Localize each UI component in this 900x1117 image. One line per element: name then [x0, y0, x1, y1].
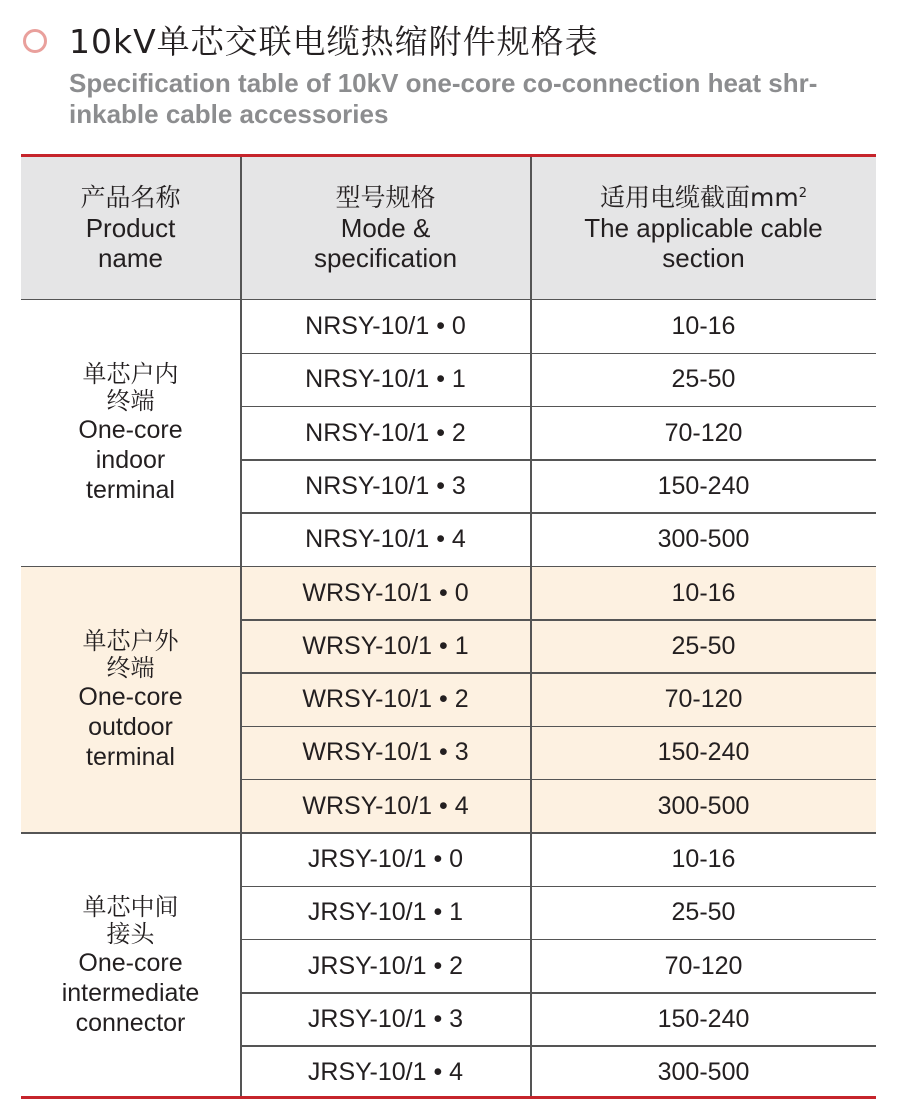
table-row [241, 940, 876, 993]
header-section-cn [600, 183, 807, 213]
model-cell: WRSY-10/1 • 4 [302, 791, 469, 820]
model-cell: NRSY-10/1 • 0 [305, 312, 466, 340]
page-title: 10kV单芯交联电缆热缩附件规格表 [69, 22, 599, 61]
model-cell: JRSY-10/1 • 4 [307, 1058, 464, 1087]
product-name-en: indoor [95, 446, 166, 475]
product-group [21, 833, 876, 1100]
model-cell: WRSY-10/1 • 1 [302, 631, 469, 660]
header-product-cn: 产品名称 [80, 183, 181, 212]
spec-table [21, 154, 876, 1099]
section-cell: 25-50 [671, 631, 736, 660]
product-name-en: terminal [86, 742, 175, 771]
model-cell: JRSY-10/1 • 0 [307, 845, 464, 873]
table-row [241, 460, 876, 513]
section-cell: 70-120 [664, 418, 743, 447]
model-cell: WRSY-10/1 • 0 [302, 578, 469, 607]
section-cell: 10-16 [671, 578, 736, 607]
table-row [241, 513, 876, 566]
product-group [21, 567, 876, 834]
header-product-en1: Product [85, 213, 176, 243]
header-model-cn: 型号规格 [335, 183, 436, 212]
product-name-en: One-core [78, 682, 183, 711]
model-cell: JRSY-10/1 • 1 [307, 898, 464, 927]
subtitle-line-1: Specification table of 10kV one-core co-connection heat shr- [69, 68, 818, 98]
section-cell: 300-500 [657, 525, 750, 554]
table-row [241, 673, 876, 726]
model-cell: JRSY-10/1 • 3 [307, 1004, 464, 1033]
section-cell: 10-16 [671, 312, 736, 340]
table-row [241, 1046, 876, 1099]
subtitle-line-2: inkable cable accessories [69, 99, 389, 129]
product-name-en: One-core [78, 949, 183, 978]
section-cell: 70-120 [664, 951, 743, 980]
section-cell: 300-500 [657, 791, 750, 820]
product-name-cell [21, 567, 240, 834]
product-name-cn: 接头 [106, 920, 155, 949]
table-row [241, 567, 876, 620]
table-row [241, 726, 876, 779]
product-name-en: connector [75, 1009, 186, 1038]
product-name-cn: 终端 [106, 653, 155, 682]
model-cell: WRSY-10/1 • 3 [302, 738, 469, 767]
product-name-en: outdoor [88, 712, 173, 741]
section-cell: 150-240 [657, 738, 750, 767]
section-cell: 25-50 [671, 365, 736, 394]
model-cell: JRSY-10/1 • 2 [307, 951, 464, 980]
table-row [241, 780, 876, 833]
product-name-cell [21, 300, 240, 567]
table-row [241, 353, 876, 406]
table-row [241, 993, 876, 1046]
model-cell: NRSY-10/1 • 4 [305, 525, 466, 554]
product-name-cn: 单芯户外 [82, 626, 179, 655]
product-name-cell [21, 833, 240, 1100]
product-group [21, 300, 876, 567]
circle-bullet-icon [23, 29, 47, 53]
header-section-sup: 2 [798, 186, 807, 201]
product-name-en: One-core [78, 416, 183, 445]
header-model-en2: specification [313, 243, 458, 273]
table-header [21, 157, 876, 300]
table-row [241, 886, 876, 939]
header-section [531, 157, 876, 299]
model-cell: NRSY-10/1 • 2 [305, 418, 466, 447]
model-cell: WRSY-10/1 • 2 [302, 685, 469, 714]
column-divider-1 [240, 157, 242, 1096]
page-subtitle [69, 68, 879, 130]
section-cell: 70-120 [664, 685, 743, 714]
header-section-cn-text: 适用电缆截面mm [600, 183, 799, 212]
table-row [241, 300, 876, 353]
table-row [241, 833, 876, 886]
section-cell: 150-240 [657, 1004, 750, 1033]
header-section-en2: section [662, 243, 745, 273]
header-model-en1: Mode & [340, 213, 431, 243]
section-cell: 25-50 [671, 898, 736, 927]
header-product-name [21, 157, 240, 299]
product-name-cn: 单芯户内 [82, 360, 179, 389]
model-cell: NRSY-10/1 • 3 [305, 471, 466, 500]
product-name-cn: 单芯中间 [82, 893, 179, 922]
section-cell: 10-16 [671, 845, 736, 873]
header-model [241, 157, 530, 299]
table-row [241, 407, 876, 460]
header-section-en1: The applicable cable [584, 213, 823, 243]
table-row [241, 620, 876, 673]
product-name-en: intermediate [61, 979, 200, 1008]
product-name-cn: 终端 [106, 387, 155, 416]
section-cell: 300-500 [657, 1058, 750, 1087]
section-cell: 150-240 [657, 471, 750, 500]
model-cell: NRSY-10/1 • 1 [305, 365, 466, 394]
product-name-en: terminal [86, 476, 175, 505]
column-divider-2 [530, 157, 532, 1096]
header-product-en2: name [97, 243, 164, 273]
